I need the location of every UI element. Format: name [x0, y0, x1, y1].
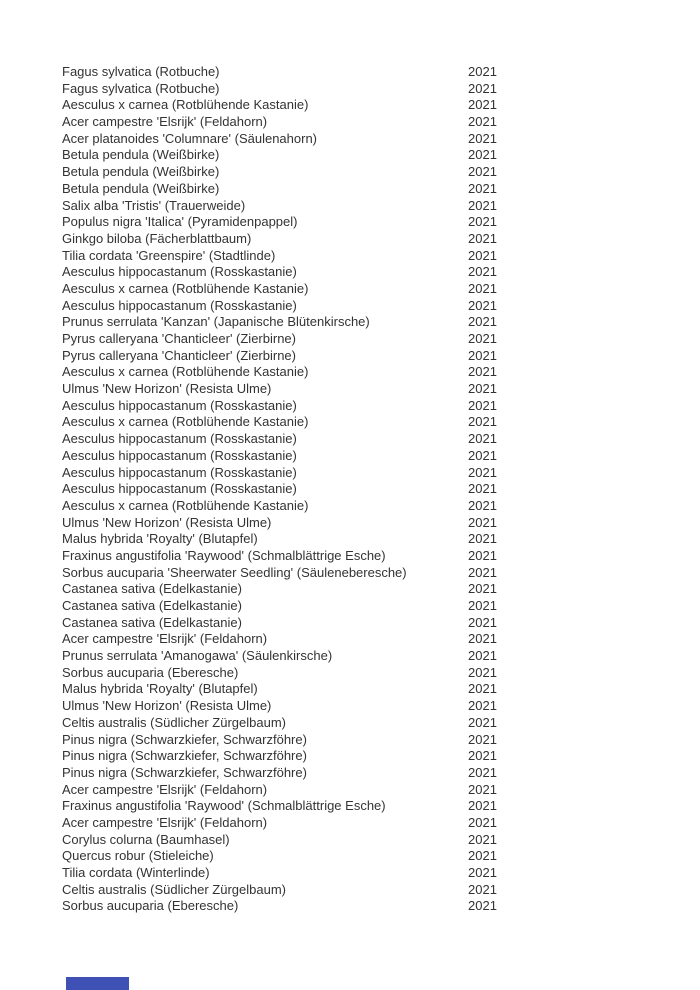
table-row	[62, 381, 700, 398]
species-name: Ulmus 'New Horizon' (Resista Ulme)	[62, 514, 272, 530]
year-value: 2021	[468, 564, 497, 580]
table-row	[62, 481, 700, 498]
species-name: Pinus nigra (Schwarzkiefer, Schwarzföhre)	[62, 748, 307, 764]
year-value: 2021	[468, 114, 497, 130]
species-name: Quercus robur (Stieleiche)	[62, 848, 214, 864]
table-row	[62, 732, 700, 749]
year-value: 2021	[468, 280, 497, 296]
species-name: Aesculus hippocastanum (Rosskastanie)	[62, 264, 297, 280]
table-row	[62, 131, 700, 148]
table-row	[62, 798, 700, 815]
species-name: Celtis australis (Südlicher Zürgelbaum)	[62, 881, 286, 897]
species-name: Betula pendula (Weißbirke)	[62, 180, 220, 196]
year-value: 2021	[468, 748, 497, 764]
year-value: 2021	[468, 497, 497, 513]
species-name: Pinus nigra (Schwarzkiefer, Schwarzföhre)	[62, 731, 307, 747]
table-row	[62, 114, 700, 131]
table-row	[62, 64, 700, 81]
species-name: Castanea sativa (Edelkastanie)	[62, 614, 242, 630]
table-row	[62, 882, 700, 899]
species-name: Celtis australis (Südlicher Zürgelbaum)	[62, 714, 286, 730]
table-row	[62, 581, 700, 598]
species-name: Acer campestre 'Elsrijk' (Feldahorn)	[62, 814, 268, 830]
species-name: Aesculus x carnea (Rotblühende Kastanie)	[62, 97, 309, 113]
table-row	[62, 715, 700, 732]
table-row	[62, 782, 700, 799]
year-value: 2021	[468, 147, 497, 163]
table-row	[62, 264, 700, 281]
species-name: Fraxinus angustifolia 'Raywood' (Schmalblättrige Esche)	[62, 798, 386, 814]
year-value: 2021	[468, 80, 497, 96]
year-value: 2021	[468, 848, 497, 864]
year-value: 2021	[468, 97, 497, 113]
year-value: 2021	[468, 781, 497, 797]
table-row	[62, 598, 700, 615]
year-value: 2021	[468, 514, 497, 530]
species-name: Aesculus hippocastanum (Rosskastanie)	[62, 431, 297, 447]
year-value: 2021	[468, 831, 497, 847]
year-value: 2021	[468, 698, 497, 714]
year-value: 2021	[468, 247, 497, 263]
year-value: 2021	[468, 898, 497, 914]
table-row	[62, 615, 700, 632]
species-name: Aesculus hippocastanum (Rosskastanie)	[62, 464, 297, 480]
year-value: 2021	[468, 214, 497, 230]
species-name: Populus nigra 'Italica' (Pyramidenpappel)	[62, 214, 298, 230]
species-name: Aesculus hippocastanum (Rosskastanie)	[62, 447, 297, 463]
year-value: 2021	[468, 547, 497, 563]
year-value: 2021	[468, 731, 497, 747]
table-row	[62, 448, 700, 465]
table-row	[62, 815, 700, 832]
table-row	[62, 498, 700, 515]
table-row	[62, 164, 700, 181]
species-name: Sorbus aucuparia (Eberesche)	[62, 898, 239, 914]
species-name: Sorbus aucuparia 'Sheerwater Seedling' (Säuleneberesche)	[62, 564, 407, 580]
species-name: Castanea sativa (Edelkastanie)	[62, 581, 242, 597]
year-value: 2021	[468, 180, 497, 196]
species-name: Aesculus x carnea (Rotblühende Kastanie)	[62, 497, 309, 513]
year-value: 2021	[468, 681, 497, 697]
table-row	[62, 414, 700, 431]
year-value: 2021	[468, 631, 497, 647]
year-value: 2021	[468, 648, 497, 664]
year-value: 2021	[468, 297, 497, 313]
table-row	[62, 81, 700, 98]
table-row	[62, 748, 700, 765]
species-name: Aesculus hippocastanum (Rosskastanie)	[62, 297, 297, 313]
year-value: 2021	[468, 331, 497, 346]
year-value: 2021	[468, 397, 497, 413]
table-row	[62, 548, 700, 565]
table-row	[62, 398, 700, 415]
table-row	[62, 331, 700, 348]
year-value: 2021	[468, 598, 497, 613]
species-name: Malus hybrida 'Royalty' (Blutapfel)	[62, 531, 258, 547]
year-value: 2021	[468, 364, 497, 380]
species-name: Betula pendula (Weißbirke)	[62, 147, 220, 163]
year-value: 2021	[468, 764, 497, 780]
table-row	[62, 898, 700, 915]
year-value: 2021	[468, 714, 497, 730]
species-name: Aesculus hippocastanum (Rosskastanie)	[62, 397, 297, 413]
table-row	[62, 281, 700, 298]
year-value: 2021	[468, 614, 497, 630]
table-row	[62, 364, 700, 381]
table-row	[62, 848, 700, 865]
table-row	[62, 648, 700, 665]
year-value: 2021	[468, 814, 497, 830]
species-name: Acer platanoides 'Columnare' (Säulenahorn)	[62, 130, 317, 146]
table-row	[62, 665, 700, 682]
table-row	[62, 565, 700, 582]
table-row	[62, 431, 700, 448]
year-value: 2021	[468, 581, 497, 597]
year-value: 2021	[468, 197, 497, 213]
species-name: Prunus serrulata 'Kanzan' (Japanische Blütenkirsche)	[62, 314, 370, 330]
year-value: 2021	[468, 664, 497, 680]
year-value: 2021	[468, 865, 497, 880]
table-row	[62, 698, 700, 715]
year-value: 2021	[468, 347, 497, 363]
year-value: 2021	[468, 798, 497, 814]
species-name: Sorbus aucuparia (Eberesche)	[62, 664, 239, 680]
species-name: Prunus serrulata 'Amanogawa' (Säulenkirsche)	[62, 648, 333, 664]
year-value: 2021	[468, 481, 497, 497]
table-row	[62, 248, 700, 265]
species-name: Pyrus calleryana 'Chanticleer' (Zierbirne)	[62, 347, 296, 363]
species-name: Acer campestre 'Elsrijk' (Feldahorn)	[62, 631, 268, 647]
species-name: Corylus colurna (Baumhasel)	[62, 831, 230, 847]
species-name: Tilia cordata 'Greenspire' (Stadtlinde)	[62, 247, 276, 263]
species-name: Aesculus x carnea (Rotblühende Kastanie)	[62, 414, 309, 430]
species-name: Pyrus calleryana 'Chanticleer' (Zierbirne)	[62, 331, 296, 346]
year-value: 2021	[468, 381, 497, 397]
table-row	[62, 515, 700, 532]
table-row	[62, 298, 700, 315]
species-name: Castanea sativa (Edelkastanie)	[62, 598, 242, 613]
species-name: Aesculus x carnea (Rotblühende Kastanie)	[62, 364, 309, 380]
year-value: 2021	[468, 414, 497, 430]
species-name: Ulmus 'New Horizon' (Resista Ulme)	[62, 381, 272, 397]
species-name: Salix alba 'Tristis' (Trauerweide)	[62, 197, 246, 213]
year-value: 2021	[468, 64, 497, 79]
table-row	[62, 348, 700, 365]
year-value: 2021	[468, 447, 497, 463]
species-name: Aesculus hippocastanum (Rosskastanie)	[62, 481, 297, 497]
year-value: 2021	[468, 314, 497, 330]
table-row	[62, 681, 700, 698]
table-row	[62, 181, 700, 198]
species-name: Acer campestre 'Elsrijk' (Feldahorn)	[62, 781, 268, 797]
cutoff-bottom-button[interactable]	[66, 977, 129, 990]
tree-list	[62, 64, 700, 915]
species-name: Acer campestre 'Elsrijk' (Feldahorn)	[62, 114, 268, 130]
table-row	[62, 832, 700, 849]
table-row	[62, 231, 700, 248]
table-row	[62, 147, 700, 164]
table-row	[62, 97, 700, 114]
species-name: Tilia cordata (Winterlinde)	[62, 865, 210, 880]
table-row	[62, 765, 700, 782]
table-row	[62, 631, 700, 648]
species-name: Fagus sylvatica (Rotbuche)	[62, 80, 220, 96]
species-name: Fagus sylvatica (Rotbuche)	[62, 64, 220, 79]
year-value: 2021	[468, 264, 497, 280]
species-name: Malus hybrida 'Royalty' (Blutapfel)	[62, 681, 258, 697]
species-name: Fraxinus angustifolia 'Raywood' (Schmalblättrige Esche)	[62, 547, 386, 563]
year-value: 2021	[468, 431, 497, 447]
table-row	[62, 314, 700, 331]
year-value: 2021	[468, 531, 497, 547]
species-name: Pinus nigra (Schwarzkiefer, Schwarzföhre)	[62, 764, 307, 780]
year-value: 2021	[468, 881, 497, 897]
year-value: 2021	[468, 164, 497, 180]
year-value: 2021	[468, 464, 497, 480]
species-name: Betula pendula (Weißbirke)	[62, 164, 220, 180]
table-row	[62, 214, 700, 231]
year-value: 2021	[468, 130, 497, 146]
table-row	[62, 465, 700, 482]
year-value: 2021	[468, 230, 497, 246]
species-name: Aesculus x carnea (Rotblühende Kastanie)	[62, 280, 309, 296]
table-row	[62, 865, 700, 882]
species-name: Ulmus 'New Horizon' (Resista Ulme)	[62, 698, 272, 714]
table-row	[62, 531, 700, 548]
species-name: Ginkgo biloba (Fächerblattbaum)	[62, 230, 252, 246]
table-row	[62, 198, 700, 215]
